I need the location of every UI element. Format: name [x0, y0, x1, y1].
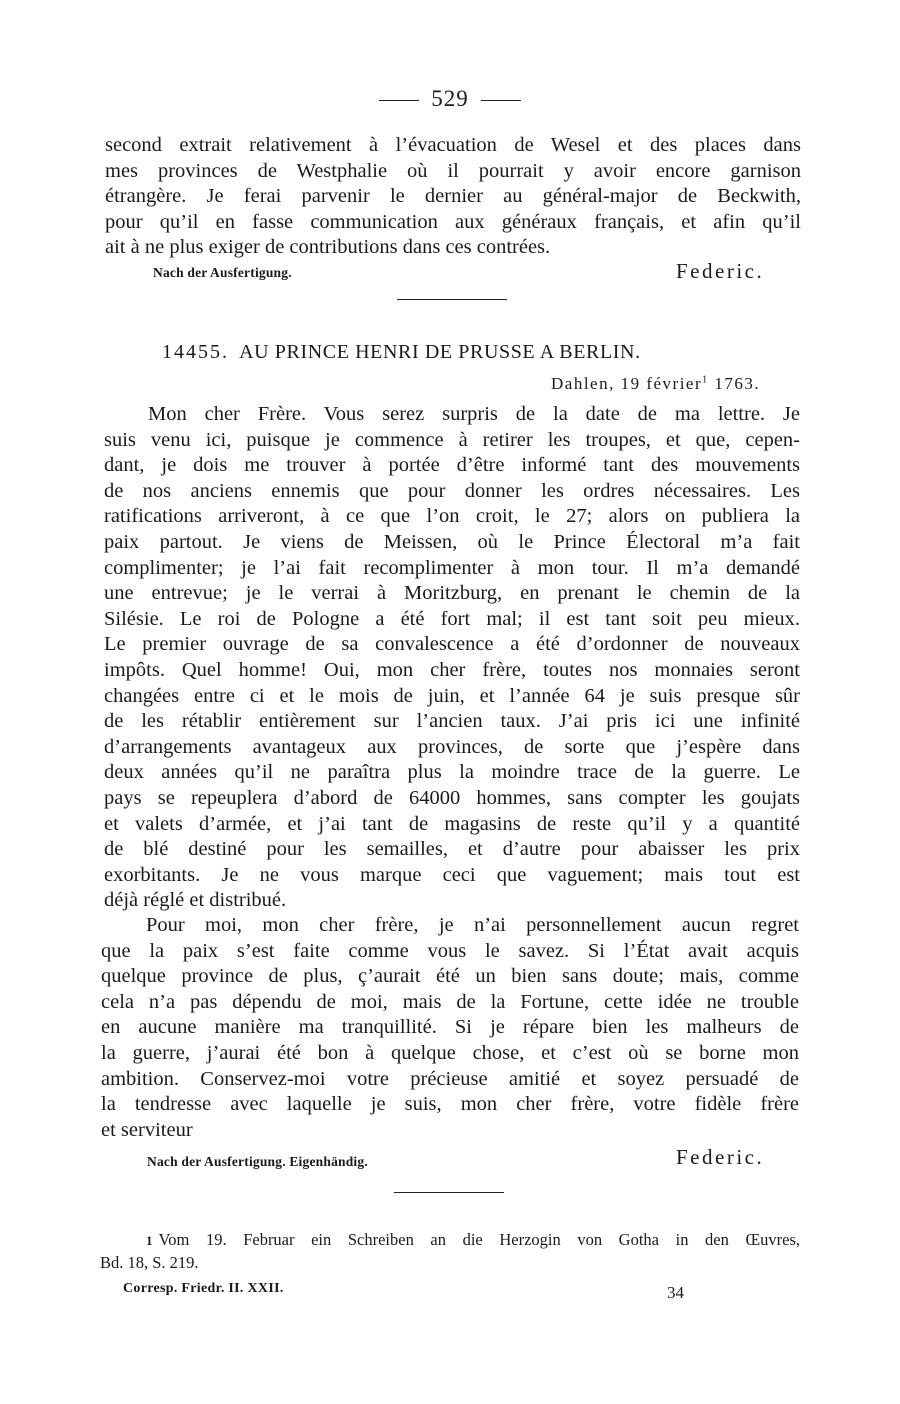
- text-line: étrangère. Je ferai parvenir le dernier au général-major de Beckwith,: [105, 185, 801, 208]
- text-line: déjà réglé et distribué.: [104, 889, 287, 912]
- signature-mark: 34: [667, 1283, 684, 1302]
- text-line: exorbitants. Je ne vous marque ceci que vaguement; mais tout est: [104, 863, 800, 886]
- letter-paragraph-1: [104, 402, 800, 914]
- letter-number: 14455.: [162, 341, 229, 363]
- text-line: changées entre ci et le mois de juin, et l’année 64 je suis presque sûr: [104, 684, 800, 707]
- text-line: de blé destiné pour les semailles, et d’autre pour abaisser les prix: [104, 838, 800, 861]
- text-line: Silésie. Le roi de Pologne a été fort mal; il est tant soit peu mieux.: [104, 607, 800, 630]
- text-line: que la paix s’est faite comme vous le savez. Si l’État avait acquis: [101, 939, 799, 962]
- text-line: suis venu ici, puisque je commence à retirer les troupes, et que, cepen-: [104, 428, 800, 451]
- text-line: la guerre, j’aurai été bon à quelque chose, et c’est où se borne mon: [101, 1041, 799, 1064]
- text-line: second extrait relativement à l’évacuation de Wesel et des places dans: [105, 134, 801, 156]
- text-line: impôts. Quel homme! Oui, mon cher frère, toutes nos monnaies seront: [104, 658, 800, 681]
- letter-source-note: Nach der Ausfertigung. Eigenhändig.: [147, 1154, 368, 1169]
- running-head-dash-left: [379, 100, 419, 101]
- text-line: mes provinces de Westphalie où il pourrait y avoir encore garnison: [105, 159, 801, 182]
- footnote-text-1: Vom 19. Februar ein Schreiben an die Herzogin von Gotha in den Œuvres,: [158, 1230, 800, 1249]
- dateline-date: 19 février: [620, 374, 703, 393]
- page-number: 529: [431, 86, 469, 111]
- text-line: d’arrangements avantageux aux provinces, de sorte que j’espère dans: [104, 735, 800, 758]
- series-title: Corresp. Friedr. II. XXII.: [123, 1281, 284, 1296]
- previous-letter-text: [105, 133, 801, 261]
- footnote-line-2: Bd. 18, S. 219.: [100, 1253, 199, 1272]
- dateline-year: 1763.: [714, 374, 761, 393]
- running-head-dash-right: [481, 100, 521, 101]
- text-line: une entrevue; je le verrai à Moritzburg, en prenant le chemin de la: [104, 582, 800, 605]
- text-line: pour qu’il en fasse communication aux généraux français, et afin qu’il: [105, 210, 801, 233]
- text-line: ratifications arriveront, à ce que l’on croit, le 27; alors on publiera la: [104, 505, 800, 528]
- text-line: Mon cher Frère. Vous serez surpris de la date de ma lettre. Je: [148, 403, 800, 425]
- text-line: cela n’a pas dépendu de moi, mais de la Fortune, cette idée ne trouble: [101, 990, 799, 1013]
- previous-letter-signature: Federic.: [676, 259, 765, 283]
- text-line: deux années qu’il ne paraîtra plus la moindre trace de la guerre. Le: [104, 761, 800, 784]
- footnote-mark: 1: [146, 1233, 153, 1248]
- previous-letter-source-note: Nach der Ausfertigung.: [153, 265, 292, 280]
- text-line: quelque province de plus, ç’aurait été un bien sans doute; mais, comme: [101, 965, 799, 988]
- text-line: de nos anciens ennemis que pour donner les ordres nécessaires. Les: [104, 479, 800, 502]
- text-line: et valets d’armée, et j’ai tant de magasins de reste qu’il y a quantité: [104, 812, 800, 835]
- dateline-place: Dahlen,: [551, 374, 615, 393]
- text-line: dant, je dois me trouver à portée d’être informé tant des mouvements: [104, 454, 800, 477]
- footnote-reference: 1: [702, 374, 709, 386]
- text-line: paix partout. Je viens de Meissen, où le Prince Électoral m’a fait: [104, 530, 800, 553]
- footnote-line-1: [100, 1229, 800, 1252]
- footnote: [100, 1229, 800, 1274]
- text-line: complimenter; je l’ai fait recomplimenter à mon tour. Il m’a demandé: [104, 556, 800, 579]
- text-line: Le premier ouvrage de sa convalescence a été d’ordonner de nouveaux: [104, 633, 800, 656]
- section-divider: [397, 299, 507, 300]
- text-line: ait à ne plus exiger de contributions dans ces contrées.: [105, 236, 551, 259]
- letter-title: AU PRINCE HENRI DE PRUSSE A BERLIN.: [239, 341, 641, 363]
- text-line: la tendresse avec laquelle je suis, mon cher frère, votre fidèle frère: [101, 1093, 799, 1116]
- letter-signature: Federic.: [676, 1145, 765, 1169]
- text-line: de les rétablir entièrement sur l’ancien taux. J’ai pris ici une infinité: [104, 710, 800, 733]
- text-line: ambition. Conservez-moi votre précieuse amitié et soyez persuadé de: [101, 1067, 799, 1090]
- footnote-divider: [394, 1192, 504, 1193]
- running-head: [0, 86, 900, 112]
- text-line: et serviteur: [101, 1118, 193, 1141]
- letter-paragraph-2: [101, 913, 799, 1143]
- dateline: [551, 374, 760, 394]
- text-line: en aucune manière ma tranquillité. Si je répare bien les malheurs de: [101, 1016, 799, 1039]
- text-line: pays se repeuplera d’abord de 64000 hommes, sans compter les goujats: [104, 786, 800, 809]
- letter-heading: [162, 341, 641, 364]
- text-line: Pour moi, mon cher frère, je n’ai personnellement aucun regret: [146, 914, 799, 936]
